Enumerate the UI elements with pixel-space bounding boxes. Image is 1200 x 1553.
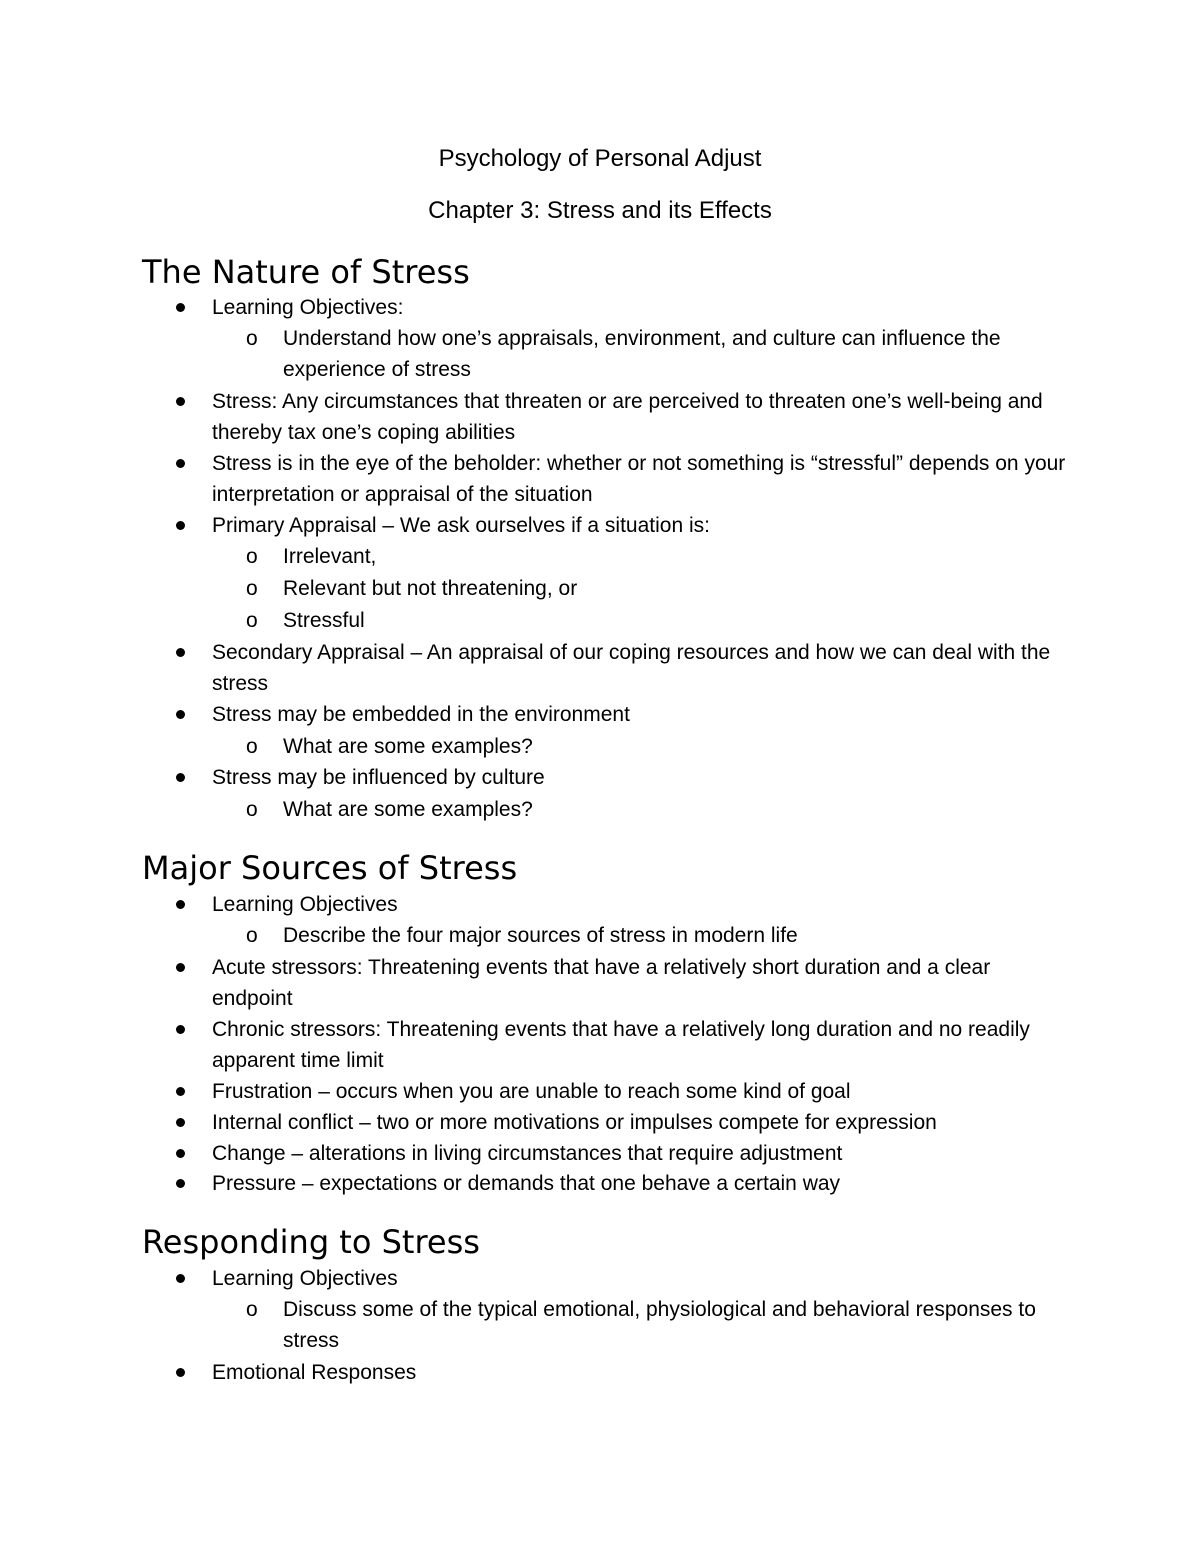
- bullet-icon: [176, 1274, 185, 1283]
- list-item: Acute stressors: Threatening events that have a relatively short duration and a clear endpoint: [212, 956, 991, 1010]
- sub-bullet-icon: o: [246, 1298, 258, 1321]
- sub-bullet-icon: o: [246, 798, 258, 821]
- bullet-icon: [176, 710, 185, 719]
- section-heading-nature-of-stress: The Nature of Stress: [142, 253, 470, 291]
- sub-list-item: Discuss some of the typical emotional, physiological and behavioral responses to stress: [283, 1298, 1036, 1352]
- bullet-icon: [176, 1087, 185, 1096]
- sub-bullet-icon: o: [246, 735, 258, 758]
- list-item: Learning Objectives: [212, 893, 398, 916]
- list-item: Stress may be embedded in the environment: [212, 703, 630, 726]
- sub-bullet-icon: o: [246, 545, 258, 568]
- list-item: Secondary Appraisal – An appraisal of our coping resources and how we can deal with the stress: [212, 641, 1051, 695]
- bullet-icon: [176, 648, 185, 657]
- section-heading-major-sources: Major Sources of Stress: [142, 849, 518, 887]
- document-subtitle: Chapter 3: Stress and its Effects: [428, 197, 772, 224]
- sub-list-item: Irrelevant,: [283, 545, 377, 568]
- list-item: Learning Objectives: [212, 1267, 398, 1290]
- bullet-icon: [176, 1118, 185, 1127]
- list-item: Frustration – occurs when you are unable to reach some kind of goal: [212, 1080, 851, 1103]
- bullet-icon: [176, 397, 185, 406]
- sub-bullet-icon: o: [246, 577, 258, 600]
- sub-list-item: Relevant but not threatening, or: [283, 577, 578, 600]
- bullet-icon: [176, 303, 185, 312]
- sub-list-item: Understand how one’s appraisals, environment, and culture can influence the experience of stress: [283, 327, 1001, 381]
- list-item: Stress may be influenced by culture: [212, 766, 545, 789]
- bullet-icon: [176, 1179, 185, 1188]
- bullet-icon: [176, 773, 185, 782]
- list-item: Stress is in the eye of the beholder: whether or not something is “stressful” depends on your interpretation or appraisal of the situation: [212, 452, 1066, 506]
- sub-list-item: Describe the four major sources of stress in modern life: [283, 924, 798, 947]
- bullet-icon: [176, 1025, 185, 1034]
- sub-list-item: What are some examples?: [283, 798, 533, 821]
- section-heading-responding: Responding to Stress: [142, 1223, 480, 1261]
- list-item: Chronic stressors: Threatening events that have a relatively long duration and no readily apparent time limit: [212, 1018, 1030, 1072]
- bullet-icon: [176, 963, 185, 972]
- list-item: Learning Objectives:: [212, 296, 404, 319]
- list-item: Primary Appraisal – We ask ourselves if a situation is:: [212, 514, 710, 537]
- list-item: Stress: Any circumstances that threaten or are perceived to threaten one’s well-being and thereby tax one’s coping abilities: [212, 390, 1043, 444]
- list-item: Emotional Responses: [212, 1361, 417, 1384]
- list-item: Internal conflict – two or more motivations or impulses compete for expression: [212, 1111, 937, 1134]
- sub-list-item: Stressful: [283, 609, 365, 632]
- document-title: Psychology of Personal Adjust: [438, 145, 762, 172]
- sub-bullet-icon: o: [246, 924, 258, 947]
- bullet-icon: [176, 900, 185, 909]
- sub-bullet-icon: o: [246, 609, 258, 632]
- bullet-icon: [176, 1368, 185, 1377]
- list-item: Change – alterations in living circumstances that require adjustment: [212, 1142, 843, 1165]
- bullet-icon: [176, 459, 185, 468]
- bullet-icon: [176, 1149, 185, 1158]
- bullet-icon: [176, 521, 185, 530]
- sub-list-item: What are some examples?: [283, 735, 533, 758]
- list-item: Pressure – expectations or demands that one behave a certain way: [212, 1172, 841, 1195]
- sub-bullet-icon: o: [246, 327, 258, 350]
